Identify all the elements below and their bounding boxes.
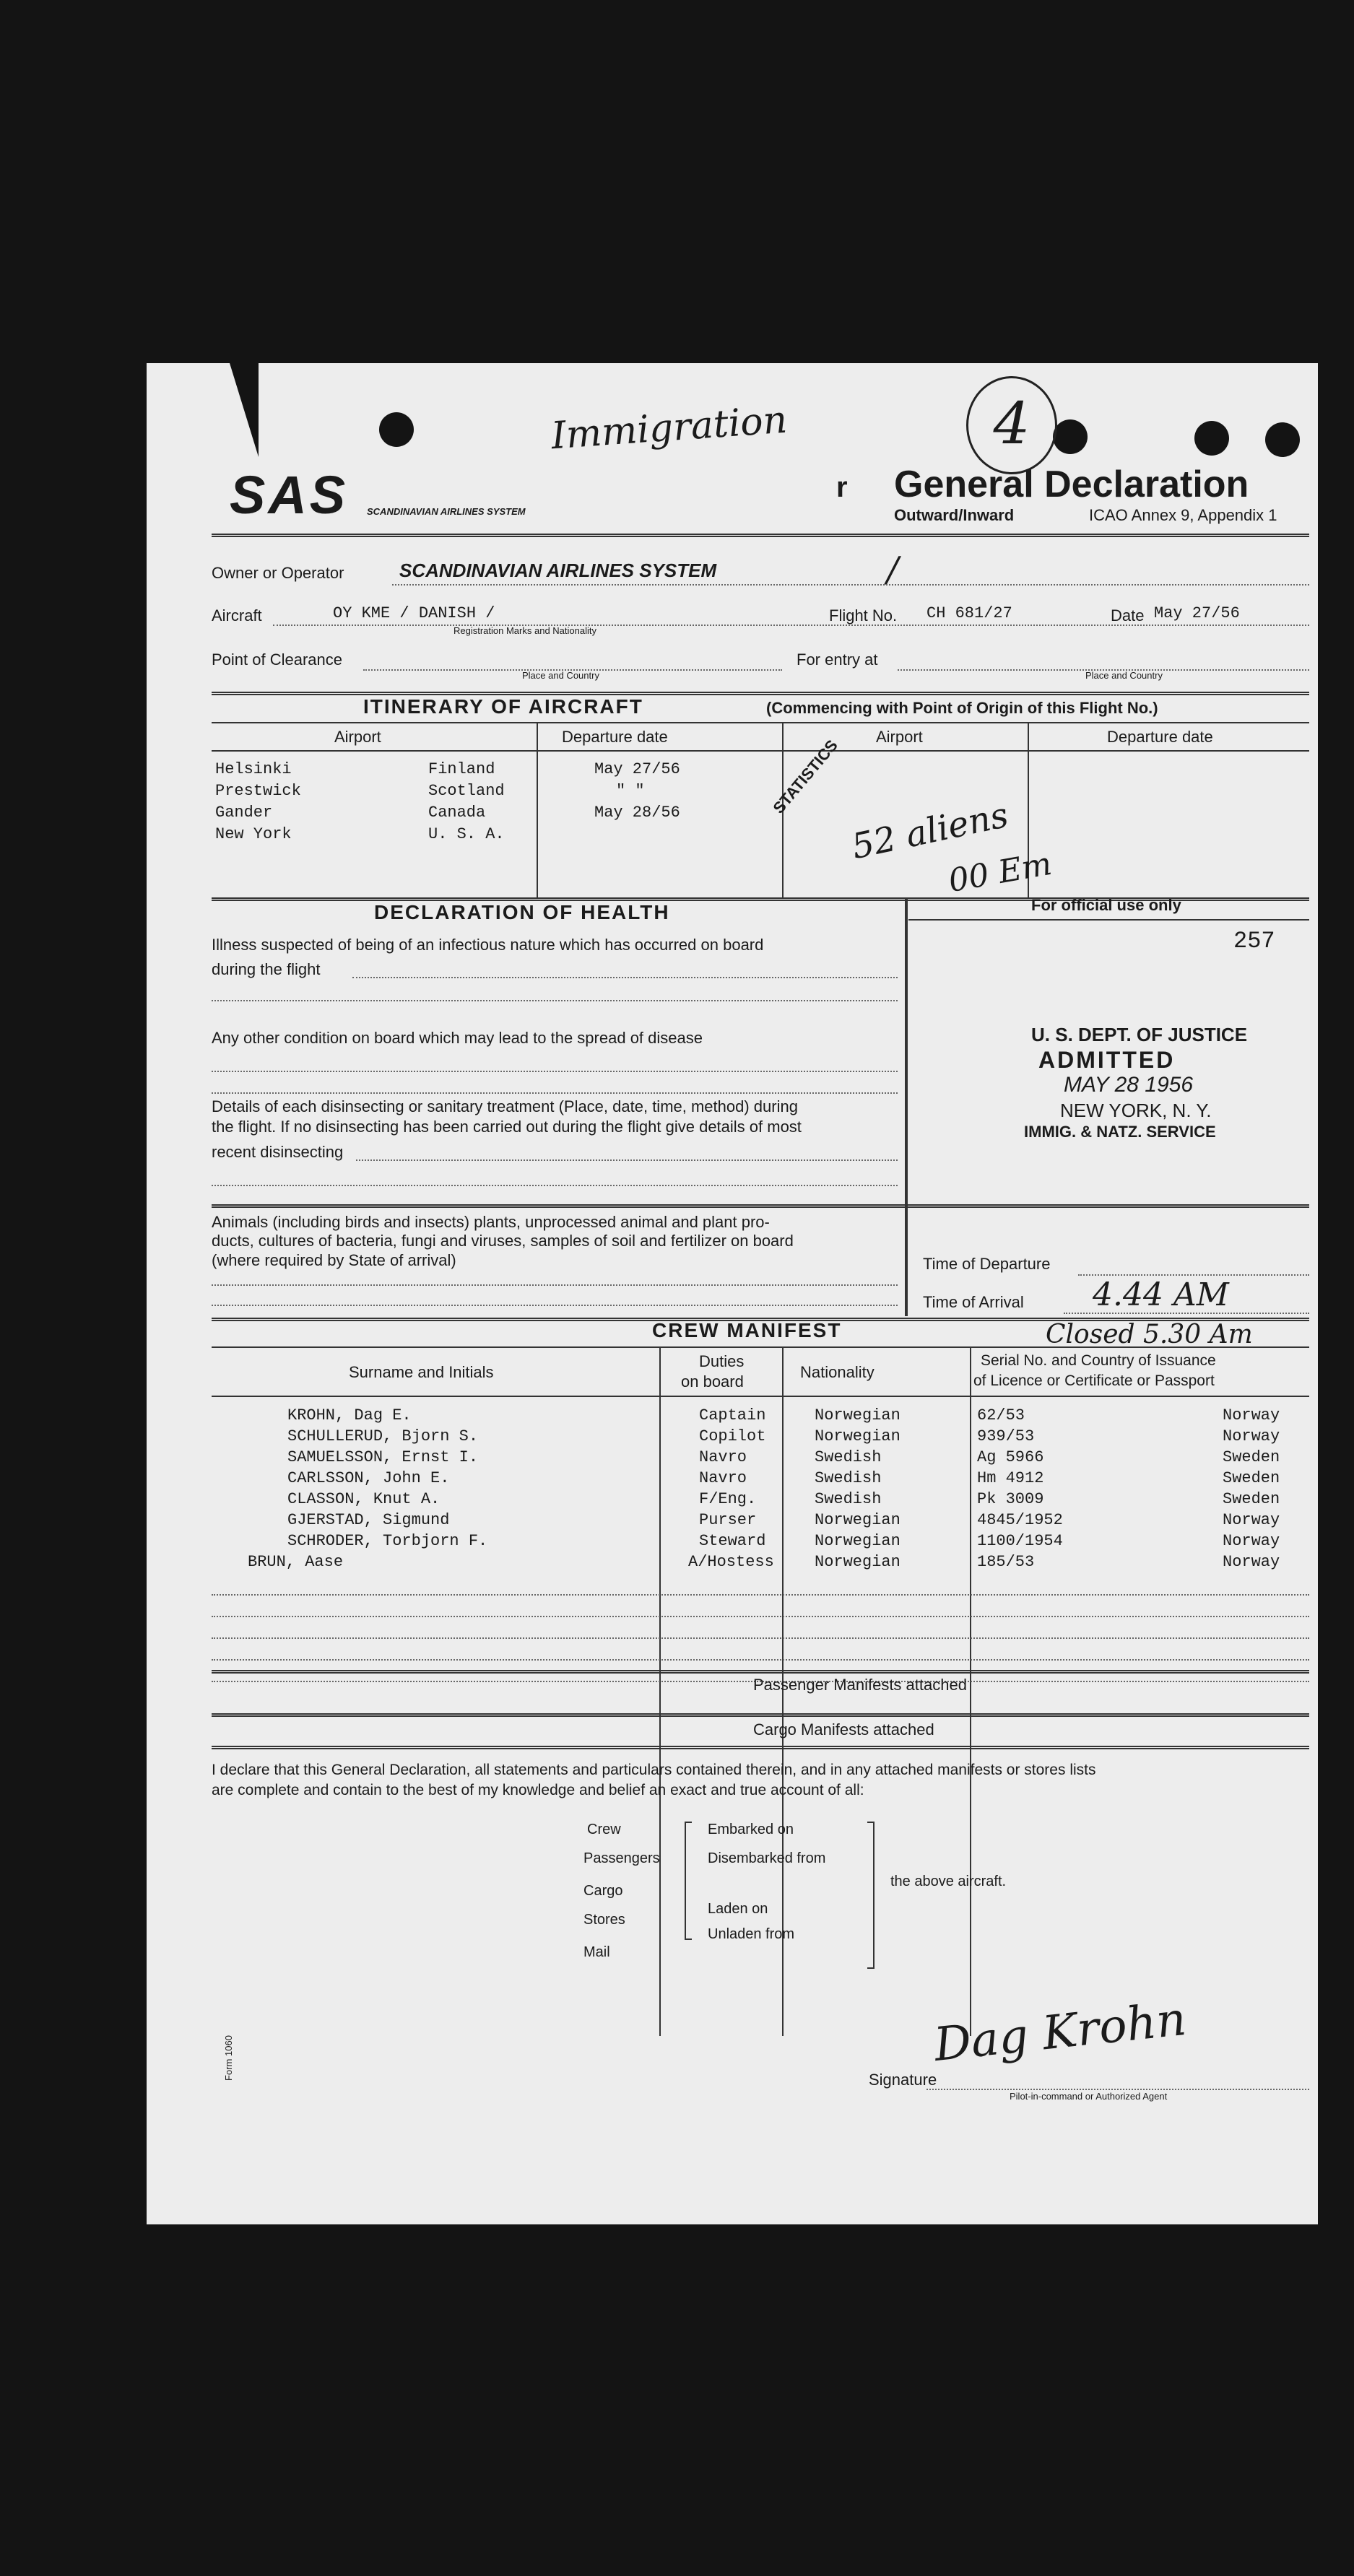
brand-subtitle: SCANDINAVIAN AIRLINES SYSTEM	[367, 506, 526, 517]
health-q3a: Details of each disinsecting or sanitary treatment (Place, date, time, method) during	[212, 1097, 798, 1115]
arrival-value: 4.44 AM	[1093, 1276, 1229, 1313]
aircraft-note: Registration Marks and Nationality	[453, 625, 596, 636]
crew-duty: Purser	[699, 1511, 757, 1529]
itinerary-airport: Helsinki	[215, 760, 292, 778]
stamp-dept: U. S. DEPT. OF JUSTICE	[1031, 1024, 1248, 1045]
health-q1b: during the flight	[212, 960, 321, 978]
itinerary-date: " "	[616, 782, 645, 800]
owner-mark: /	[887, 549, 899, 590]
crew-country: Sweden	[1223, 1469, 1280, 1487]
passenger-manifests: Passenger Manifests attached	[753, 1676, 967, 1694]
handwritten-em: 00 Em	[945, 845, 1055, 900]
date-value: May 27/56	[1154, 604, 1240, 622]
handwritten-aliens: 52 aliens	[848, 794, 1012, 868]
crew-serial: 4845/1952	[977, 1511, 1063, 1529]
declaration-laden: Laden on	[708, 1901, 768, 1917]
itinerary-subtitle: (Commencing with Point of Origin of this Flight No.)	[766, 699, 1158, 717]
crew-name: SAMUELSSON, Ernst I.	[287, 1448, 479, 1466]
crew-name: CARLSSON, John E.	[287, 1469, 450, 1487]
declaration-crew: Crew	[587, 1822, 621, 1837]
crew-duty: Navro	[699, 1448, 747, 1466]
stamp-city: NEW YORK, N. Y.	[1060, 1100, 1212, 1121]
crew-duty: F/Eng.	[699, 1490, 757, 1508]
aircraft-value: OY KME / DANISH /	[333, 604, 495, 622]
owner-label: Owner or Operator	[212, 564, 344, 582]
crew-duty: Captain	[699, 1406, 766, 1424]
crew-name: GJERSTAD, Sigmund	[287, 1511, 450, 1529]
crew-col-duties-2: on board	[681, 1372, 744, 1391]
crew-name: BRUN, Aase	[248, 1553, 344, 1571]
declaration-cargo: Cargo	[583, 1883, 623, 1899]
crew-col-serial: Serial No. and Country of Issuance	[981, 1352, 1216, 1369]
health-q4a: Animals (including birds and insects) plants, unprocessed animal and plant pro-	[212, 1213, 770, 1231]
statistics-stamp: STATISTICS	[769, 736, 841, 817]
crew-serial: 185/53	[977, 1553, 1035, 1571]
form-number: Form 1060	[222, 2035, 234, 2081]
punch-hole	[1265, 422, 1300, 457]
signature-note: Pilot-in-command or Authorized Agent	[1010, 2091, 1168, 2102]
stamp-service: IMMIG. & NATZ. SERVICE	[1024, 1123, 1216, 1141]
crew-country: Sweden	[1223, 1448, 1280, 1466]
departure-label: Time of Departure	[923, 1255, 1051, 1273]
crew-duty: Copilot	[699, 1427, 766, 1445]
entry-note: Place and Country	[1085, 670, 1163, 681]
itinerary-col-departure: Departure date	[562, 728, 668, 746]
health-q4c: (where required by State of arrival)	[212, 1251, 456, 1269]
itinerary-col-airport: Airport	[334, 728, 381, 746]
crew-title: CREW MANIFEST	[652, 1319, 842, 1341]
crew-duty: A/Hostess	[688, 1553, 774, 1571]
clearance-label: Point of Clearance	[212, 650, 342, 669]
declaration-disembarked: Disembarked from	[708, 1850, 826, 1866]
sas-logo: SAS	[230, 465, 349, 525]
punch-hole	[379, 412, 414, 447]
aircraft-label: Aircraft	[212, 606, 262, 625]
health-title: DECLARATION OF HEALTH	[374, 901, 670, 923]
declaration-line2: are complete and contain to the best of my knowledge and belief an exact and true account of all:	[212, 1782, 864, 1798]
crew-col-serial-2: of Licence or Certificate or Passport	[973, 1372, 1215, 1389]
health-q2: Any other condition on board which may lead to the spread of disease	[212, 1029, 703, 1047]
crew-name: SCHRODER, Torbjorn F.	[287, 1532, 488, 1550]
form-subtitle-left: Outward/Inward	[894, 506, 1015, 524]
itinerary-title: ITINERARY OF AIRCRAFT	[363, 695, 643, 718]
signature-label: Signature	[869, 2071, 937, 2089]
circled-number-text: 4	[993, 390, 1030, 457]
form-title: General Declaration	[894, 464, 1249, 505]
itinerary-col-departure-2: Departure date	[1107, 728, 1213, 746]
crew-serial: 1100/1954	[977, 1532, 1063, 1550]
header-r: r	[836, 471, 848, 503]
crew-country: Norway	[1223, 1511, 1280, 1529]
itinerary-col-airport-2: Airport	[876, 728, 923, 746]
crew-col-name: Surname and Initials	[349, 1363, 494, 1381]
declaration-unladen: Unladen from	[708, 1926, 795, 1942]
itinerary-airport: New York	[215, 825, 292, 843]
crew-nationality: Norwegian	[815, 1511, 901, 1529]
official-title: For official use only	[1031, 896, 1181, 914]
crew-country: Norway	[1223, 1427, 1280, 1445]
crew-serial: Ag 5966	[977, 1448, 1044, 1466]
stamp-date: MAY 28 1956	[1064, 1073, 1194, 1097]
flight-label: Flight No.	[829, 606, 898, 625]
declaration-line1: I declare that this General Declaration, all statements and particulars contained therein, and in any attached manifests or stores lists	[212, 1762, 1096, 1778]
crew-nationality: Norwegian	[815, 1532, 901, 1550]
itinerary-country: Scotland	[428, 782, 505, 800]
crew-country: Norway	[1223, 1553, 1280, 1571]
declaration-form	[147, 363, 1318, 2224]
crew-serial: Hm 4912	[977, 1469, 1044, 1487]
crew-col-nationality: Nationality	[800, 1363, 875, 1381]
crew-nationality: Norwegian	[815, 1553, 901, 1571]
date-label: Date	[1111, 606, 1145, 625]
clearance-note: Place and Country	[522, 670, 599, 681]
itinerary-date: May 27/56	[594, 760, 680, 778]
declaration-passengers: Passengers	[583, 1850, 660, 1866]
crew-duty: Navro	[699, 1469, 747, 1487]
crew-serial: 939/53	[977, 1427, 1035, 1445]
flight-value: CH 681/27	[926, 604, 1012, 622]
entry-label: For entry at	[797, 650, 878, 669]
itinerary-country: Finland	[428, 760, 495, 778]
owner-value: SCANDINAVIAN AIRLINES SYSTEM	[399, 560, 717, 581]
crew-nationality: Swedish	[815, 1448, 882, 1466]
declaration-mail: Mail	[583, 1944, 610, 1960]
health-q1a: Illness suspected of being of an infectious nature which has occurred on board	[212, 936, 764, 954]
crew-col-duties: Duties	[699, 1352, 745, 1370]
stamp-admitted: ADMITTED	[1038, 1047, 1176, 1073]
handwritten-immigration: Immigration	[550, 398, 789, 458]
signature: Dag Krohn	[932, 1992, 1189, 2073]
itinerary-date: May 28/56	[594, 804, 680, 822]
crew-serial: 62/53	[977, 1406, 1025, 1424]
crew-nationality: Norwegian	[815, 1406, 901, 1424]
crew-country: Norway	[1223, 1532, 1280, 1550]
health-q3b: the flight. If no disinsecting has been carried out during the flight give details of most	[212, 1118, 802, 1136]
crew-country: Sweden	[1223, 1490, 1280, 1508]
declaration-tail: the above aircraft.	[890, 1874, 1007, 1889]
punch-hole	[1053, 419, 1088, 454]
declaration-embarked: Embarked on	[708, 1822, 794, 1837]
cargo-manifests: Cargo Manifests attached	[753, 1720, 934, 1739]
itinerary-country: Canada	[428, 804, 486, 822]
crew-country: Norway	[1223, 1406, 1280, 1424]
crew-nationality: Swedish	[815, 1469, 882, 1487]
declaration-stores: Stores	[583, 1912, 625, 1928]
form-subtitle-right: ICAO Annex 9, Appendix 1	[1089, 506, 1277, 524]
punch-hole	[1194, 421, 1229, 456]
crew-nationality: Norwegian	[815, 1427, 901, 1445]
circled-number	[966, 376, 1057, 474]
crew-name: SCHULLERUD, Bjorn S.	[287, 1427, 479, 1445]
crew-duty: Steward	[699, 1532, 766, 1550]
crew-name: KROHN, Dag E.	[287, 1406, 412, 1424]
arrival-label: Time of Arrival	[923, 1293, 1024, 1311]
closed-note: Closed 5.30 Am	[1046, 1320, 1253, 1349]
official-number: 257	[1233, 928, 1275, 954]
health-q4b: ducts, cultures of bacteria, fungi and viruses, samples of soil and fertilizer on board	[212, 1232, 794, 1250]
corner-mark	[230, 363, 259, 457]
health-q3c: recent disinsecting	[212, 1143, 344, 1161]
itinerary-airport: Gander	[215, 804, 273, 822]
crew-nationality: Swedish	[815, 1490, 882, 1508]
crew-serial: Pk 3009	[977, 1490, 1044, 1508]
itinerary-airport: Prestwick	[215, 782, 301, 800]
crew-name: CLASSON, Knut A.	[287, 1490, 441, 1508]
itinerary-country: U. S. A.	[428, 825, 505, 843]
